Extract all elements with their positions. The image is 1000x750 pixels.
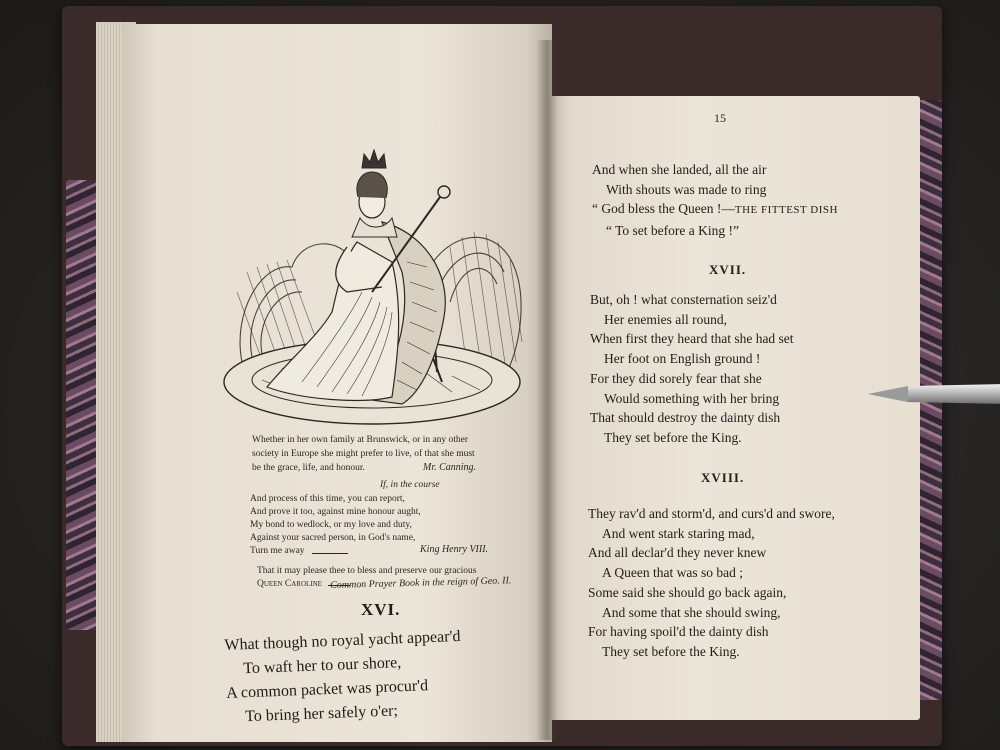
verse-line: To waft her to our shore, bbox=[243, 654, 402, 678]
verse-line: And all declar'd they never knew bbox=[588, 545, 767, 561]
verse-line: “ To set before a King !” bbox=[606, 223, 740, 239]
verse-line-with-smallcaps bbox=[592, 199, 838, 221]
caption-quote2-line: And process of this time, you can report, bbox=[250, 494, 405, 504]
caption-quote2-line: Turn me away bbox=[250, 546, 305, 556]
verse-line: And when she landed, all the air bbox=[592, 162, 767, 177]
pen-pointer-icon bbox=[868, 381, 1000, 407]
verse-line: A Queen that was so bad ; bbox=[602, 565, 743, 581]
stanza-xvii-verse bbox=[590, 290, 794, 448]
verse-line: With shouts was made to ring bbox=[606, 181, 767, 197]
page-number: 15 bbox=[714, 111, 726, 125]
verse-line: Would something with her bring bbox=[604, 390, 780, 406]
verse-line: A common packet was procur'd bbox=[225, 677, 429, 702]
verse-smallcaps: THE FITTEST DISH bbox=[734, 204, 838, 217]
queen-engraving-illustration bbox=[222, 142, 532, 437]
verse-line: What though no royal yacht appear'd bbox=[224, 627, 461, 654]
verse-line: “ God bless the Queen !— bbox=[592, 201, 735, 217]
verse-line: And some that she should swing, bbox=[602, 604, 781, 620]
stanza-heading-xviii: XVIII. bbox=[701, 470, 745, 485]
verse-line: For having spoil'd the dainty dish bbox=[588, 624, 769, 640]
caption-quote3-name: Queen Caroline bbox=[257, 579, 322, 589]
verse-line: For they did sorely fear that she bbox=[590, 370, 762, 386]
verse-line: They rav'd and storm'd, and curs'd and swore, bbox=[588, 506, 835, 521]
verse-line: They set before the King. bbox=[604, 429, 742, 445]
caption-dash bbox=[312, 553, 348, 554]
caption-quote2-lead: If, in the course bbox=[380, 480, 440, 490]
verse-line: Her foot on English ground ! bbox=[604, 351, 761, 367]
verse-line: They set before the King. bbox=[602, 643, 740, 659]
caption-source-henry: King Henry VIII. bbox=[420, 544, 489, 555]
caption-quote3-line: That it may please thee to bless and preserve our gracious bbox=[257, 566, 477, 576]
stanza-xviii-verse bbox=[588, 504, 835, 662]
caption-quote2-line: My bond to wedlock, or my love and duty, bbox=[250, 520, 412, 530]
stanza-heading-xvi: XVI. bbox=[361, 600, 401, 619]
opening-verse bbox=[592, 160, 838, 241]
verse-line: Her enemies all round, bbox=[604, 311, 727, 327]
verse-line: When first they heard that she had set bbox=[590, 331, 794, 347]
verse-line: Some said she should go back again, bbox=[588, 584, 787, 600]
caption-source-prayer-book: Common Prayer Book in the reign of Geo. II. bbox=[330, 575, 512, 591]
verse-line: To bring her safely o'er; bbox=[244, 702, 399, 726]
caption-source-canning: Mr. Canning. bbox=[423, 462, 477, 473]
caption-line: society in Europe she might prefer to live, of that she must bbox=[252, 449, 475, 459]
verse-line: And went stark staring mad, bbox=[602, 525, 755, 541]
book-gutter bbox=[536, 40, 558, 740]
verse-line: That should destroy the dainty dish bbox=[590, 410, 781, 426]
caption-line: be the grace, life, and honour. bbox=[252, 463, 365, 473]
caption-quote2-line: And prove it too, against mine honour aught, bbox=[250, 507, 421, 517]
caption-line: Whether in her own family at Brunswick, or in any other bbox=[252, 435, 469, 445]
stanza-heading-xvii: XVII. bbox=[709, 262, 747, 277]
verse-line: But, oh ! what consternation seiz'd bbox=[590, 292, 777, 307]
caption-quote2-line: Against your sacred person, in God's name, bbox=[250, 533, 416, 543]
stanza-xvi-verse bbox=[224, 625, 464, 730]
